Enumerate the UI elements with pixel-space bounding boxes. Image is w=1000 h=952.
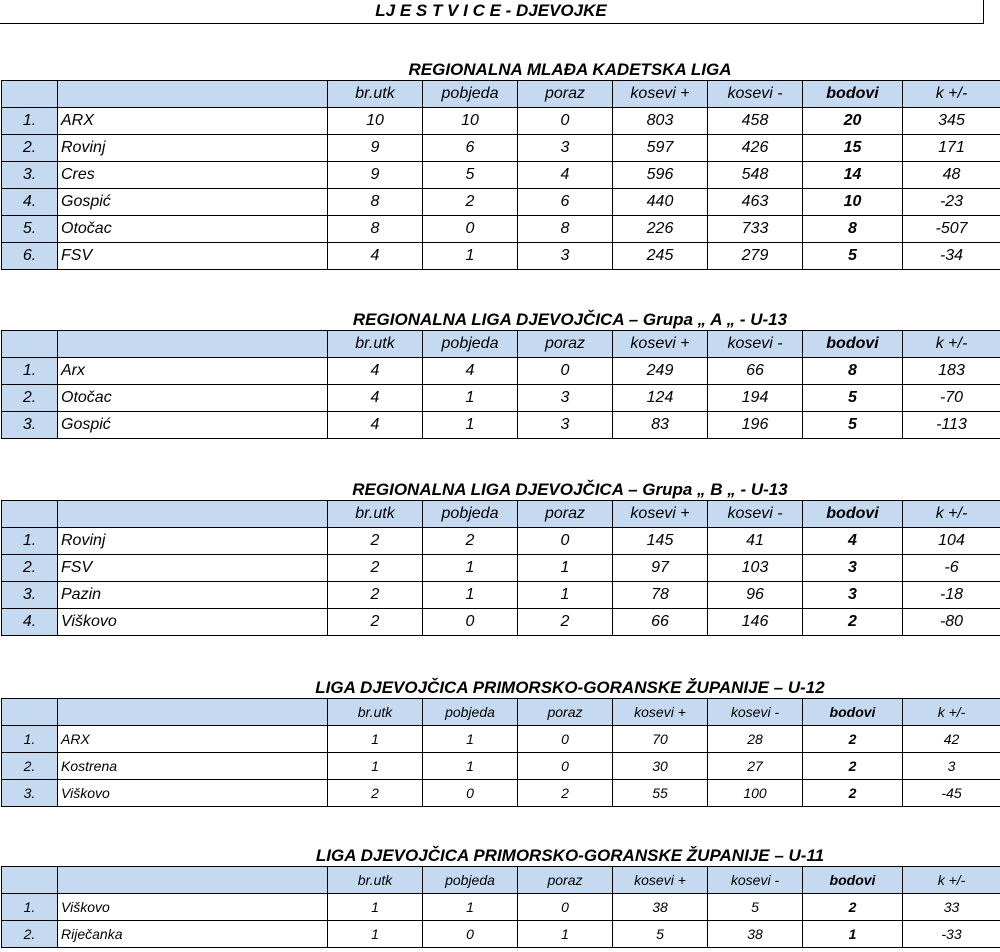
- column-header: br.utk: [328, 81, 423, 108]
- wins-cell: 4: [423, 358, 518, 385]
- column-header: br.utk: [328, 501, 423, 528]
- column-header: [2, 331, 58, 358]
- pts-against-cell: 28: [708, 726, 803, 753]
- diff-cell: -6: [903, 555, 1000, 582]
- losses-cell: 1: [518, 582, 613, 609]
- team-cell: Pazin: [58, 582, 328, 609]
- table-row: [2, 358, 1000, 385]
- team-cell: ARX: [58, 726, 328, 753]
- column-header: [2, 81, 58, 108]
- points-cell: 4: [803, 528, 903, 555]
- wins-cell: 0: [423, 921, 518, 948]
- points-cell: 2: [803, 753, 903, 780]
- wins-cell: 5: [423, 162, 518, 189]
- losses-cell: 3: [518, 135, 613, 162]
- table-row: [2, 528, 1000, 555]
- wins-cell: 6: [423, 135, 518, 162]
- column-header: kosevi -: [708, 81, 803, 108]
- diff-cell: -507: [903, 216, 1000, 243]
- team-cell: FSV: [58, 555, 328, 582]
- diff-cell: 104: [903, 528, 1000, 555]
- table-row: [2, 412, 1000, 439]
- team-cell: Otočac: [58, 385, 328, 412]
- column-header: poraz: [518, 81, 613, 108]
- table-row: [2, 921, 1000, 948]
- diff-cell: -80: [903, 609, 1000, 636]
- column-header: poraz: [518, 331, 613, 358]
- column-header: kosevi +: [613, 501, 708, 528]
- column-header: pobjeda: [423, 699, 518, 726]
- pts-against-cell: 5: [708, 894, 803, 921]
- played-cell: 4: [328, 358, 423, 385]
- team-cell: Viškovo: [58, 780, 328, 807]
- table-header-row: [2, 81, 1000, 108]
- table-header-row: [2, 699, 1000, 726]
- pts-for-cell: 5: [613, 921, 708, 948]
- losses-cell: 8: [518, 216, 613, 243]
- diff-cell: -33: [903, 921, 1000, 948]
- rank-cell: 2.: [2, 555, 58, 582]
- team-cell: Gospić: [58, 189, 328, 216]
- column-header: kosevi +: [613, 867, 708, 894]
- standings-table: [1, 866, 1000, 948]
- played-cell: 4: [328, 385, 423, 412]
- league-section: [0, 842, 1000, 948]
- table-row: [2, 582, 1000, 609]
- pts-against-cell: 548: [708, 162, 803, 189]
- wins-cell: 1: [423, 243, 518, 270]
- points-cell: 3: [803, 555, 903, 582]
- pts-against-cell: 27: [708, 753, 803, 780]
- league-title: REGIONALNA MLAĐA KADETSKA LIGA: [408, 60, 732, 79]
- column-header: k +/-: [903, 501, 1000, 528]
- wins-cell: 1: [423, 726, 518, 753]
- pts-for-cell: 249: [613, 358, 708, 385]
- column-header: [58, 81, 328, 108]
- points-cell: 8: [803, 216, 903, 243]
- pts-against-cell: 279: [708, 243, 803, 270]
- rank-cell: 2.: [2, 385, 58, 412]
- team-cell: ARX: [58, 108, 328, 135]
- team-cell: Arx: [58, 358, 328, 385]
- pts-against-cell: 146: [708, 609, 803, 636]
- league-title: REGIONALNA LIGA DJEVOJČICA – Grupa „ A „ - U-13: [352, 310, 788, 329]
- played-cell: 2: [328, 609, 423, 636]
- column-header: bodovi: [803, 501, 903, 528]
- pts-against-cell: 194: [708, 385, 803, 412]
- played-cell: 8: [328, 216, 423, 243]
- team-cell: Gospić: [58, 412, 328, 439]
- table-row: [2, 243, 1000, 270]
- pts-for-cell: 30: [613, 753, 708, 780]
- column-header: k +/-: [903, 699, 1000, 726]
- rank-cell: 4.: [2, 189, 58, 216]
- points-cell: 8: [803, 358, 903, 385]
- column-header: br.utk: [328, 699, 423, 726]
- played-cell: 8: [328, 189, 423, 216]
- column-header: br.utk: [328, 867, 423, 894]
- losses-cell: 3: [518, 243, 613, 270]
- table-row: [2, 216, 1000, 243]
- pts-for-cell: 97: [613, 555, 708, 582]
- column-header: br.utk: [328, 331, 423, 358]
- wins-cell: 2: [423, 528, 518, 555]
- standings-table: [1, 330, 1000, 439]
- team-cell: FSV: [58, 243, 328, 270]
- diff-cell: -18: [903, 582, 1000, 609]
- column-header: pobjeda: [423, 867, 518, 894]
- column-header: [2, 501, 58, 528]
- column-header: poraz: [518, 867, 613, 894]
- pts-for-cell: 226: [613, 216, 708, 243]
- column-header: [58, 867, 328, 894]
- column-header: kosevi -: [708, 699, 803, 726]
- diff-cell: 171: [903, 135, 1000, 162]
- team-cell: Viškovo: [58, 609, 328, 636]
- pts-against-cell: 38: [708, 921, 803, 948]
- table-row: [2, 385, 1000, 412]
- wins-cell: 1: [423, 753, 518, 780]
- table-header-row: [2, 331, 1000, 358]
- table-row: [2, 780, 1000, 807]
- rank-cell: 2.: [2, 921, 58, 948]
- wins-cell: 1: [423, 385, 518, 412]
- pts-against-cell: 426: [708, 135, 803, 162]
- league-title: REGIONALNA LIGA DJEVOJČICA – Grupa „ B „ - U-13: [352, 480, 788, 499]
- page-title: LJ E S T V I C E - DJEVOJKE: [0, 0, 984, 24]
- losses-cell: 2: [518, 780, 613, 807]
- losses-cell: 2: [518, 609, 613, 636]
- pts-against-cell: 196: [708, 412, 803, 439]
- losses-cell: 1: [518, 921, 613, 948]
- wins-cell: 10: [423, 108, 518, 135]
- column-header: pobjeda: [423, 331, 518, 358]
- column-header: kosevi -: [708, 501, 803, 528]
- wins-cell: 2: [423, 189, 518, 216]
- points-cell: 2: [803, 894, 903, 921]
- diff-cell: -45: [903, 780, 1000, 807]
- diff-cell: -70: [903, 385, 1000, 412]
- played-cell: 4: [328, 412, 423, 439]
- rank-cell: 1.: [2, 894, 58, 921]
- rank-cell: 5.: [2, 216, 58, 243]
- played-cell: 1: [328, 753, 423, 780]
- pts-against-cell: 103: [708, 555, 803, 582]
- column-header: [58, 501, 328, 528]
- rank-cell: 3.: [2, 780, 58, 807]
- pts-for-cell: 245: [613, 243, 708, 270]
- rank-cell: 1.: [2, 726, 58, 753]
- pts-for-cell: 70: [613, 726, 708, 753]
- table-row: [2, 555, 1000, 582]
- league-section: [0, 476, 1000, 636]
- diff-cell: 33: [903, 894, 1000, 921]
- played-cell: 2: [328, 555, 423, 582]
- column-header: k +/-: [903, 81, 1000, 108]
- column-header: kosevi +: [613, 81, 708, 108]
- table-row: [2, 609, 1000, 636]
- rank-cell: 1.: [2, 108, 58, 135]
- rank-cell: 6.: [2, 243, 58, 270]
- losses-cell: 1: [518, 555, 613, 582]
- league-section: [0, 674, 1000, 807]
- column-header: [2, 867, 58, 894]
- column-header: [58, 699, 328, 726]
- points-cell: 14: [803, 162, 903, 189]
- wins-cell: 0: [423, 780, 518, 807]
- column-header: kosevi -: [708, 331, 803, 358]
- league-title: LIGA DJEVOJČICA PRIMORSKO-GORANSKE ŽUPANIJE – U-12: [315, 678, 825, 697]
- losses-cell: 3: [518, 385, 613, 412]
- played-cell: 1: [328, 726, 423, 753]
- played-cell: 1: [328, 921, 423, 948]
- points-cell: 2: [803, 780, 903, 807]
- points-cell: 10: [803, 189, 903, 216]
- losses-cell: 4: [518, 162, 613, 189]
- table-header-row: [2, 501, 1000, 528]
- rank-cell: 3.: [2, 412, 58, 439]
- standings-table: [1, 80, 1000, 270]
- pts-for-cell: 78: [613, 582, 708, 609]
- table-row: [2, 726, 1000, 753]
- column-header: kosevi -: [708, 867, 803, 894]
- pts-against-cell: 100: [708, 780, 803, 807]
- column-header: poraz: [518, 501, 613, 528]
- diff-cell: 42: [903, 726, 1000, 753]
- pts-against-cell: 66: [708, 358, 803, 385]
- column-header: pobjeda: [423, 501, 518, 528]
- losses-cell: 0: [518, 528, 613, 555]
- losses-cell: 0: [518, 726, 613, 753]
- pts-for-cell: 145: [613, 528, 708, 555]
- played-cell: 10: [328, 108, 423, 135]
- pts-for-cell: 66: [613, 609, 708, 636]
- team-cell: Kostrena: [58, 753, 328, 780]
- losses-cell: 0: [518, 358, 613, 385]
- played-cell: 2: [328, 780, 423, 807]
- diff-cell: -23: [903, 189, 1000, 216]
- played-cell: 1: [328, 894, 423, 921]
- points-cell: 5: [803, 385, 903, 412]
- column-header: kosevi +: [613, 699, 708, 726]
- league-title: LIGA DJEVOJČICA PRIMORSKO-GORANSKE ŽUPANIJE – U-11: [315, 846, 825, 865]
- pts-against-cell: 458: [708, 108, 803, 135]
- played-cell: 9: [328, 135, 423, 162]
- points-cell: 15: [803, 135, 903, 162]
- standings-table: [1, 698, 1000, 807]
- losses-cell: 6: [518, 189, 613, 216]
- table-row: [2, 894, 1000, 921]
- pts-against-cell: 96: [708, 582, 803, 609]
- points-cell: 2: [803, 726, 903, 753]
- points-cell: 2: [803, 609, 903, 636]
- column-header: poraz: [518, 699, 613, 726]
- column-header: bodovi: [803, 699, 903, 726]
- column-header: bodovi: [803, 867, 903, 894]
- wins-cell: 1: [423, 555, 518, 582]
- team-cell: Rovinj: [58, 135, 328, 162]
- diff-cell: -113: [903, 412, 1000, 439]
- pts-for-cell: 440: [613, 189, 708, 216]
- team-cell: Rovinj: [58, 528, 328, 555]
- pts-for-cell: 55: [613, 780, 708, 807]
- pts-against-cell: 733: [708, 216, 803, 243]
- column-header: k +/-: [903, 867, 1000, 894]
- table-row: [2, 162, 1000, 189]
- points-cell: 1: [803, 921, 903, 948]
- rank-cell: 2.: [2, 135, 58, 162]
- pts-against-cell: 463: [708, 189, 803, 216]
- diff-cell: 3: [903, 753, 1000, 780]
- pts-for-cell: 124: [613, 385, 708, 412]
- played-cell: 4: [328, 243, 423, 270]
- wins-cell: 0: [423, 216, 518, 243]
- points-cell: 5: [803, 412, 903, 439]
- played-cell: 2: [328, 528, 423, 555]
- points-cell: 5: [803, 243, 903, 270]
- diff-cell: 345: [903, 108, 1000, 135]
- rank-cell: 2.: [2, 753, 58, 780]
- pts-for-cell: 803: [613, 108, 708, 135]
- column-header: k +/-: [903, 331, 1000, 358]
- wins-cell: 1: [423, 412, 518, 439]
- points-cell: 3: [803, 582, 903, 609]
- team-cell: Cres: [58, 162, 328, 189]
- rank-cell: 3.: [2, 162, 58, 189]
- rank-cell: 3.: [2, 582, 58, 609]
- losses-cell: 3: [518, 412, 613, 439]
- wins-cell: 0: [423, 609, 518, 636]
- diff-cell: 48: [903, 162, 1000, 189]
- points-cell: 20: [803, 108, 903, 135]
- league-section: [0, 56, 1000, 270]
- table-row: [2, 108, 1000, 135]
- losses-cell: 0: [518, 753, 613, 780]
- diff-cell: 183: [903, 358, 1000, 385]
- column-header: bodovi: [803, 81, 903, 108]
- column-header: pobjeda: [423, 81, 518, 108]
- team-cell: Otočac: [58, 216, 328, 243]
- pts-for-cell: 596: [613, 162, 708, 189]
- column-header: [2, 699, 58, 726]
- losses-cell: 0: [518, 894, 613, 921]
- rank-cell: 1.: [2, 528, 58, 555]
- table-row: [2, 753, 1000, 780]
- table-row: [2, 189, 1000, 216]
- wins-cell: 1: [423, 894, 518, 921]
- pts-against-cell: 41: [708, 528, 803, 555]
- rank-cell: 1.: [2, 358, 58, 385]
- wins-cell: 1: [423, 582, 518, 609]
- pts-for-cell: 83: [613, 412, 708, 439]
- pts-for-cell: 38: [613, 894, 708, 921]
- column-header: kosevi +: [613, 331, 708, 358]
- losses-cell: 0: [518, 108, 613, 135]
- standings-table: [1, 500, 1000, 636]
- played-cell: 2: [328, 582, 423, 609]
- team-cell: Viškovo: [58, 894, 328, 921]
- rank-cell: 4.: [2, 609, 58, 636]
- column-header: [58, 331, 328, 358]
- column-header: bodovi: [803, 331, 903, 358]
- league-section: [0, 306, 1000, 439]
- team-cell: Riječanka: [58, 921, 328, 948]
- pts-for-cell: 597: [613, 135, 708, 162]
- table-row: [2, 135, 1000, 162]
- diff-cell: -34: [903, 243, 1000, 270]
- table-header-row: [2, 867, 1000, 894]
- played-cell: 9: [328, 162, 423, 189]
